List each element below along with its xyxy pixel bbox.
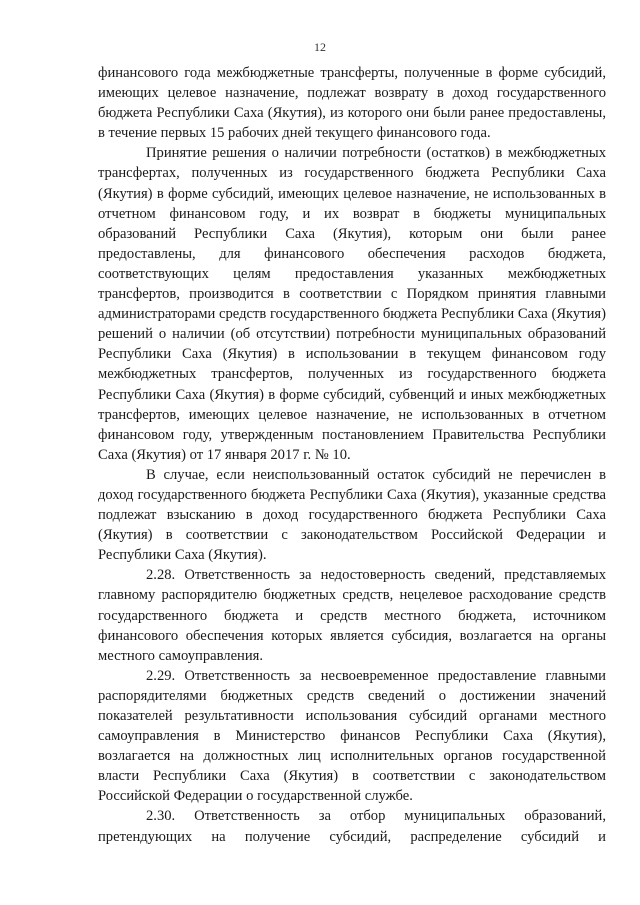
page-number: 12 — [314, 40, 326, 54]
paragraph-recovery-of-unused-balance: В случае, если неиспользованный остаток субсидий не перечислен в доход государственного бюджета Республики Саха (Якутия), указанные средства подлежат взысканию в доход государственного бюджета Республики Саха (Якутия) в соответствии с законодательством Российской Федерации и Республики Саха (Якутия). — [98, 466, 606, 564]
paragraph-clause-2-29: 2.29. Ответственность за несвоевременное предоставление главными распорядителями бюджетных средств сведений о достижении значений показателей результативности использования субсидий органами местного самоуправления в Министерство финансов Республики Саха (Якутия), возлагается на должностных лиц исполнительных органов государственной власти Республики Саха (Якутия) в соответствии с законодательством Российской Федерации о государственной службе. — [98, 667, 606, 805]
paragraph-clause-2-28: 2.28. Ответственность за недостоверность сведений, представляемых главному распорядителю бюджетных средств, нецелевое расходование средств государственного бюджета и средств местного бюджета, источником финансового обеспечения которых является субсидия, возлагается на органы местного самоуправления. — [98, 567, 606, 664]
document-body — [98, 63, 606, 847]
paragraph-clause-2-30: 2.30. Ответственность за отбор муниципальных образований, претендующих на получение субсидий, распределение субсидий и — [98, 808, 606, 845]
paragraph-decision-on-remainders: Принятие решения о наличии потребности (остатков) в межбюджетных трансфертах, полученных из государственного бюджета Республики Саха (Якутия) в форме субсидий, имеющих целевое назначение, не использованных в отчетном финансовом году, и их возврат в бюджеты муниципальных образований Республики Саха (Якутия), которым они были ранее предоставлены, для финансового обеспечения расходов бюджета, соответствующих целям предоставления указанных межбюджетных трансфертов, производится в соответствии с Порядком принятия главными администраторами средств государственного бюджета Республики Саха (Якутия) решений о наличии (об отсутствии) потребности муниципальных образований Республики Саха (Якутия) в использовании в текущем финансовом году межбюджетных трансфертов, полученных из государственного бюджета Республики Саха (Якутия) в форме субсидий, субвенций и иных межбюджетных трансфертов, имеющих целевое назначение, не использованных в отчетном финансовом году, утвержденным постановлением Правительства Республики Саха (Якутия) от 17 января 2017 г. № 10. — [98, 145, 606, 463]
paragraph-return-of-transfers: финансового года межбюджетные трансферты, полученные в форме субсидий, имеющих целевое назначение, подлежат возврату в доход государственного бюджета Республики Саха (Якутия), из которого они были ранее предоставлены, в течение первых 15 рабочих дней текущего финансового года. — [98, 65, 606, 142]
